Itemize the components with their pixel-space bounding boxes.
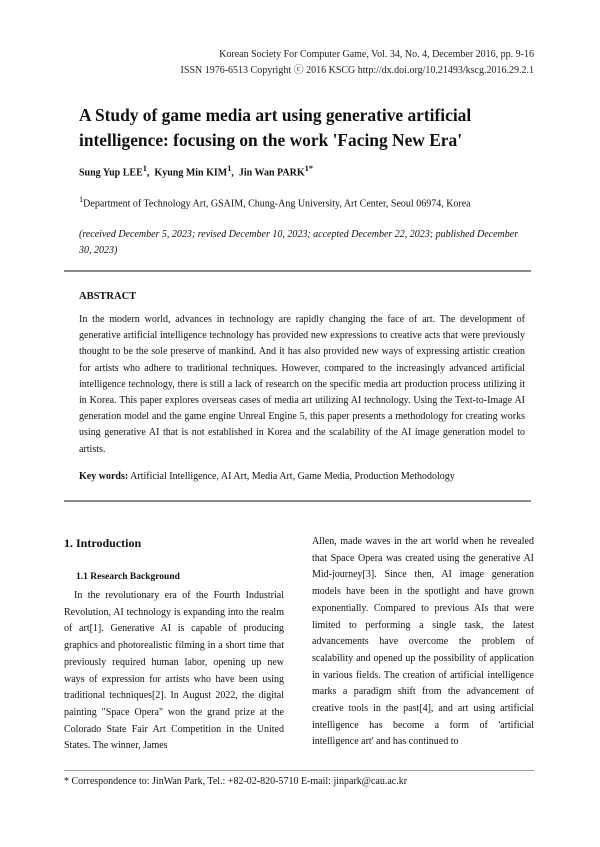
author-name: Kyung Min KIM bbox=[154, 167, 228, 179]
author-list: Sung Yup LEE$^1$, Kyung Min KIM$^1$, Jin Wan $PARK^{1*}$ bbox=[79, 164, 313, 179]
keywords-text: Artificial Intelligence, AI Art, Media Art, Game Media, Production Methodology bbox=[130, 471, 455, 482]
abstract-bottom-rule bbox=[64, 500, 531, 502]
abstract-heading: ABSTRACT bbox=[79, 291, 137, 302]
journal-citation-line: Korean Society For Computer Game, Vol. 34, No. 4, December 2016, pp. 9-16 bbox=[219, 49, 534, 60]
issn-doi-line: ISSN 1976-6513 Copyright ⓒ 2016 KSCG http://dx.doi.org/10.21493/kscg.2016.29.2.1 bbox=[180, 65, 534, 76]
affiliation bbox=[79, 195, 471, 209]
keywords-label: Key words: bbox=[79, 471, 129, 482]
affiliation-mark: 1 bbox=[79, 195, 84, 204]
correspondence-footnote: * Correspondence to: JinWan Park, Tel.: +82-02-820-5710 E-mail: jinpark@cau.ac.kr bbox=[64, 776, 408, 787]
author-affiliation-mark: 1 bbox=[227, 164, 232, 173]
author-name: Sung Yup LEE bbox=[79, 167, 143, 179]
author-affiliation-mark: 1 bbox=[142, 164, 147, 173]
paper-title: A Study of game media art using generative artificial intelligence: focusing on the work 'Facing New Era' bbox=[79, 105, 472, 150]
journal-header bbox=[181, 47, 534, 79]
abstract-body: In the modern world, advances in technology are rapidly changing the face of art. The development of generative artificial intelligence technology has provided new expressions to creative acts that were previously thought to be the sole preserve of mankind. And it has also provided new ways of expressing artistic creation for artists who adhere to traditional techniques. However, compared to the increasingly advanced artificial intelligence technology, there is still a lack of research on the specific media art production process utilizing it in Korea. This paper explores overseas cases of media art utilizing AI technology. Using the Text-to-Image AI generation model and the game engine Unreal Engine 5, this paper presents a methodology for creating works using generative AI that is not established in Korea and the scalability of the AI image generation model to artists. bbox=[79, 314, 525, 455]
affiliation-text: Department of Technology Art, GSAIM, Chung-Ang University, Art Center, Seoul 06974, Korea bbox=[83, 198, 471, 210]
abstract-top-rule bbox=[64, 270, 531, 272]
author-name: Jin Wan PARK bbox=[238, 167, 305, 179]
body-text-left-column: In the revolutionary era of the Fourth Industrial Revolution, AI technology is expanding into the realm of art[1]. Generative AI is capable of producing graphics and photorealistic filming in a short time that previously required human labor, opening up new ways of expression for artists who have been using traditional techniques[2]. In August 2022, the digital painting "Space Opera" won the grand prize at the Colorado State Fair Art Competition in the United States. The winner, James bbox=[64, 590, 284, 752]
body-text-right-column: Allen, made waves in the art world when he revealed that Space Opera was created using the generative AI Mid-journey[3]. Since then, AI image generation models have been in the spotlight and have grown exponentially. Compared to previous AIs that were limited to performing a single task, the latest advancements have overcome the problem of scalability and opened up the possibility of application in various fields. The creation of artificial intelligence marks a paradigm shift from the advancement of creative tools in the past[4], and art using artificial intelligence has become a form of 'artificial intelligence art' and has continued to bbox=[312, 536, 534, 748]
section-heading: 1. Introduction bbox=[64, 536, 142, 550]
received-dates: (received December 5, 2023; revised December 10, 2023; accepted December 22, 2023; published December 30, 2023) bbox=[79, 229, 519, 256]
subsection-heading: 1.1 Research Background bbox=[76, 572, 180, 582]
footnote-rule bbox=[64, 770, 534, 771]
author-affiliation-mark: 1* bbox=[304, 164, 313, 173]
keywords bbox=[79, 471, 525, 482]
